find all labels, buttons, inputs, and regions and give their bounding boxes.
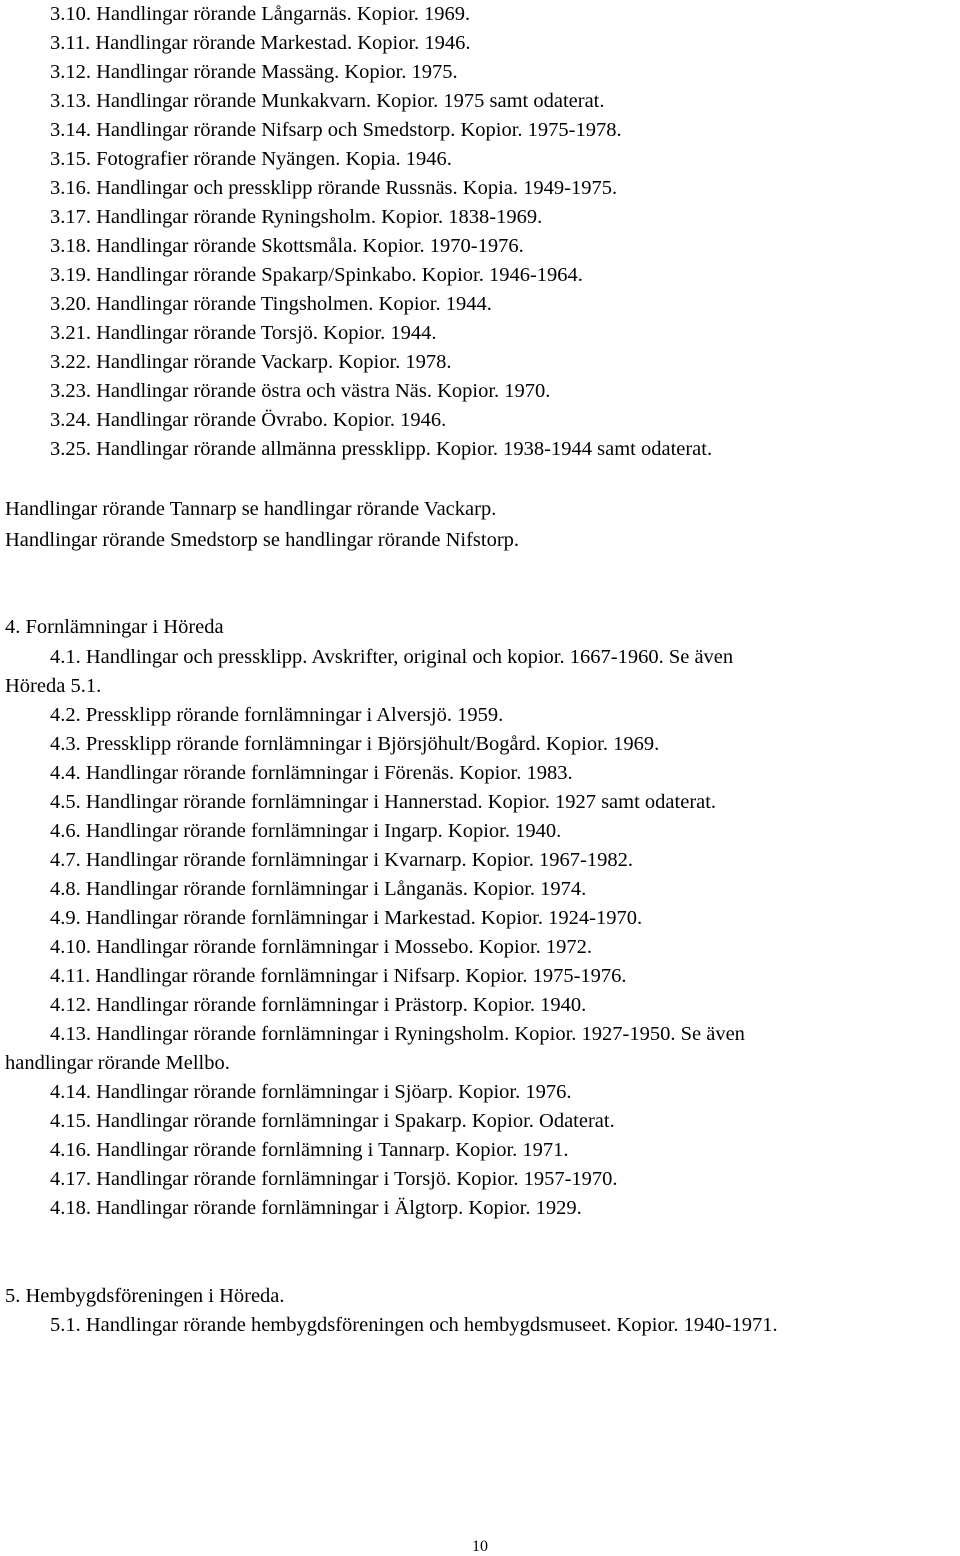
list-item: 4.16. Handlingar rörande fornlämning i Tannarp. Kopior. 1971. (50, 1139, 569, 1161)
list-item: 3.19. Handlingar rörande Spakarp/Spinkabo. Kopior. 1946-1964. (50, 264, 583, 286)
list-item: 4.4. Handlingar rörande fornlämningar i Förenäs. Kopior. 1983. (50, 762, 573, 784)
list-item: 3.20. Handlingar rörande Tingsholmen. Kopior. 1944. (50, 293, 492, 315)
list-item-continuation: handlingar rörande Mellbo. (5, 1052, 230, 1074)
list-item: 4.13. Handlingar rörande fornlämningar i Ryningsholm. Kopior. 1927-1950. Se även (50, 1023, 745, 1045)
list-item: 3.23. Handlingar rörande östra och västra Näs. Kopior. 1970. (50, 380, 551, 402)
list-item: 4.10. Handlingar rörande fornlämningar i Mossebo. Kopior. 1972. (50, 936, 593, 958)
list-item: 3.18. Handlingar rörande Skottsmåla. Kopior. 1970-1976. (50, 235, 524, 257)
list-item: 3.16. Handlingar och pressklipp rörande Russnäs. Kopia. 1949-1975. (50, 177, 618, 199)
list-item: 4.5. Handlingar rörande fornlämningar i Hannerstad. Kopior. 1927 samt odaterat. (50, 791, 717, 813)
list-item: 4.6. Handlingar rörande fornlämningar i Ingarp. Kopior. 1940. (50, 820, 562, 842)
list-item: 4.1. Handlingar och pressklipp. Avskrifter, original och kopior. 1667-1960. Se även (50, 646, 734, 668)
list-item: 4.3. Pressklipp rörande fornlämningar i Björsjöhult/Bogård. Kopior. 1969. (50, 733, 660, 755)
list-item: 4.14. Handlingar rörande fornlämningar i Sjöarp. Kopior. 1976. (50, 1081, 572, 1103)
cross-reference: Handlingar rörande Tannarp se handlingar rörande Vackarp. (5, 498, 497, 520)
list-item: 4.9. Handlingar rörande fornlämningar i Markestad. Kopior. 1924-1970. (50, 907, 643, 929)
list-item: 5.1. Handlingar rörande hembygdsföreningen och hembygdsmuseet. Kopior. 1940-1971. (50, 1314, 778, 1336)
list-item: 3.25. Handlingar rörande allmänna pressklipp. Kopior. 1938-1944 samt odaterat. (50, 438, 713, 460)
section-heading: 5. Hembygdsföreningen i Höreda. (5, 1285, 285, 1307)
list-item: 4.15. Handlingar rörande fornlämningar i Spakarp. Kopior. Odaterat. (50, 1110, 615, 1132)
list-item: 3.14. Handlingar rörande Nifsarp och Smedstorp. Kopior. 1975-1978. (50, 119, 622, 141)
list-item: 4.8. Handlingar rörande fornlämningar i Långanäs. Kopior. 1974. (50, 878, 587, 900)
list-item: 4.17. Handlingar rörande fornlämningar i Torsjö. Kopior. 1957-1970. (50, 1168, 618, 1190)
list-item: 3.17. Handlingar rörande Ryningsholm. Kopior. 1838-1969. (50, 206, 543, 228)
list-item: 4.18. Handlingar rörande fornlämningar i Älgtorp. Kopior. 1929. (50, 1197, 582, 1219)
cross-reference: Handlingar rörande Smedstorp se handlingar rörande Nifstorp. (5, 529, 520, 551)
list-item: 3.10. Handlingar rörande Långarnäs. Kopior. 1969. (50, 3, 471, 25)
page-number: 10 (472, 1538, 488, 1555)
section-heading: 4. Fornlämningar i Höreda (5, 616, 224, 638)
list-item: 4.11. Handlingar rörande fornlämningar i Nifsarp. Kopior. 1975-1976. (50, 965, 627, 987)
list-item: 3.13. Handlingar rörande Munkakvarn. Kopior. 1975 samt odaterat. (50, 90, 605, 112)
list-item: 3.21. Handlingar rörande Torsjö. Kopior. 1944. (50, 322, 437, 344)
list-item: 4.7. Handlingar rörande fornlämningar i Kvarnarp. Kopior. 1967-1982. (50, 849, 633, 871)
list-item: 3.24. Handlingar rörande Övrabo. Kopior. 1946. (50, 409, 447, 431)
list-item: 3.12. Handlingar rörande Massäng. Kopior. 1975. (50, 61, 458, 83)
list-item: 4.12. Handlingar rörande fornlämningar i Prästorp. Kopior. 1940. (50, 994, 587, 1016)
list-item: 3.11. Handlingar rörande Markestad. Kopior. 1946. (50, 32, 471, 54)
list-item: 4.2. Pressklipp rörande fornlämningar i Alversjö. 1959. (50, 704, 504, 726)
list-item: 3.15. Fotografier rörande Nyängen. Kopia. 1946. (50, 148, 452, 170)
list-item: 3.22. Handlingar rörande Vackarp. Kopior. 1978. (50, 351, 452, 373)
list-item-continuation: Höreda 5.1. (5, 675, 102, 697)
